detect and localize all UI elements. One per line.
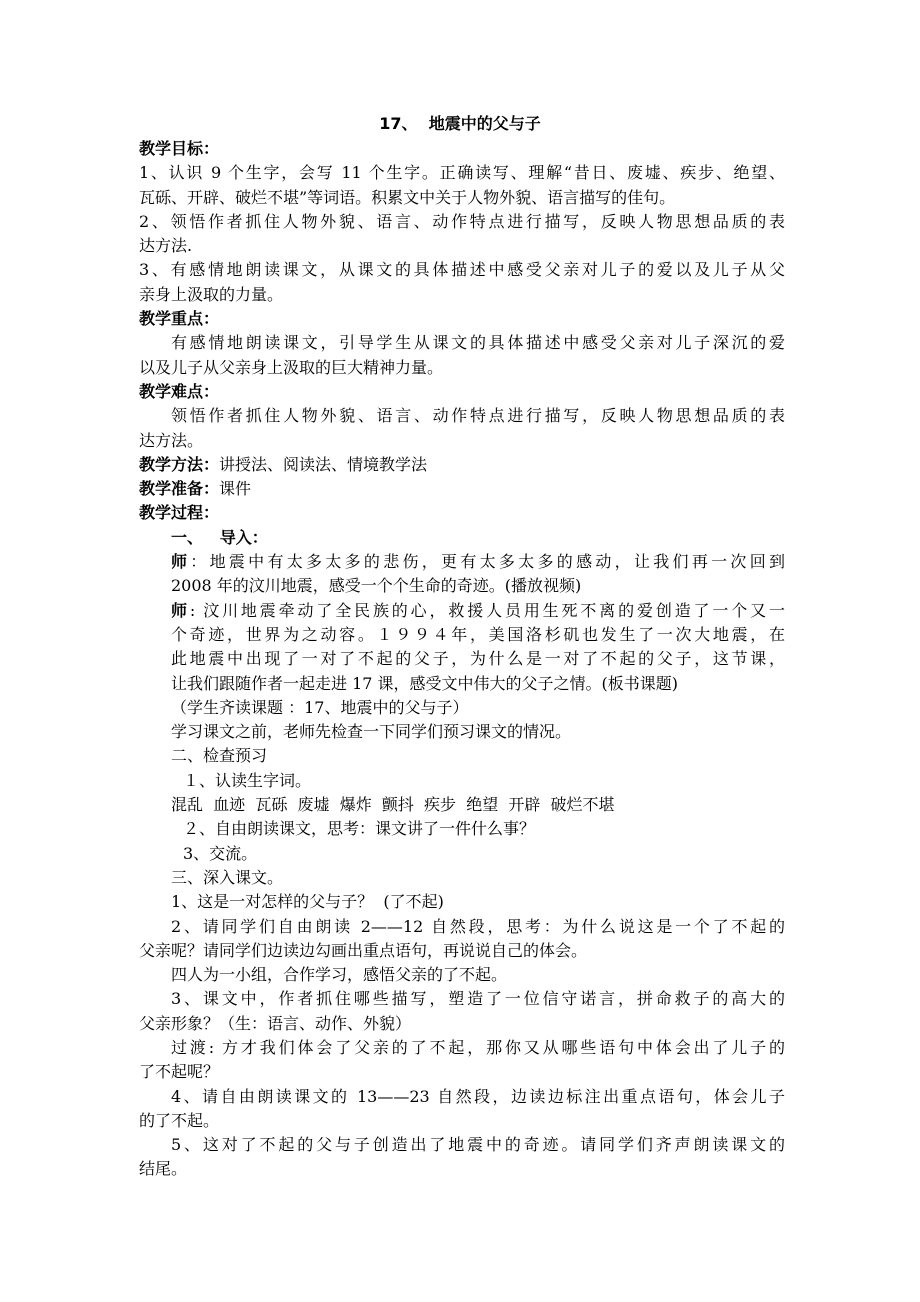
goals-line: 亲身上汲取的力量。	[139, 284, 284, 304]
question-line: 父亲呢？请同学们边读边勾画出重点语句，再说说自己的体会。	[139, 940, 588, 960]
page-title: 17、 地震中的父与子	[379, 114, 541, 133]
teacher-paragraph-line: 师: 汶川地震牵动了全民族的心，救援人员用生死不离的爱创造了一个又一	[171, 600, 785, 620]
question-line: 3、课文中，作者抓住哪些描写，塑造了一位信守诺言，拼命救子的高大的	[171, 989, 785, 1009]
goals-line: 2、领悟作者抓住人物外貌、语言、动作特点进行描写，反映人物思想品质的表	[139, 211, 785, 231]
key-points-heading: 教学重点：	[139, 309, 220, 329]
transition-line: 过渡: 方才我们体会了父亲的了不起，那你又从哪些语句中体会出了儿子的	[171, 1037, 785, 1057]
methods-value: 讲授法、阅读法、情境教学法	[219, 454, 428, 474]
teacher-paragraph-line: 2008 年的汶川地震，感受一个个生命的奇迹。(播放视频)	[171, 576, 582, 596]
goals-line: 瓦砾、开辟、破烂不堪”等词语。积累文中关于人物外貌、语言描写的佳句。	[139, 187, 676, 207]
methods-heading: 教学方法：	[139, 454, 220, 474]
question-line: 5、这对了不起的父与子创造出了地震中的奇迹。请同学们齐声朗读课文的	[171, 1135, 785, 1155]
goals-line: 1、认识 9 个生字，会写 11 个生字。正确读写、理解“昔日、废墟、疾步、绝望、	[139, 163, 785, 183]
goals-line: 达方法.	[139, 236, 193, 256]
teacher-paragraph-line: 个奇迹，世界为之动容。１９９４年，美国洛杉矶也发生了一次大地震，在	[171, 624, 785, 644]
preparation-row	[139, 477, 785, 501]
difficulties-line: 达方法。	[139, 430, 204, 450]
students-read-line: （学生齐读课题 ：17、地震中的父与子）	[171, 697, 469, 717]
question-line: 的了不起。	[139, 1110, 220, 1130]
document-body	[139, 137, 785, 1182]
preview-intro-line: 学习课文之前，老师先检查一下同学们预习课文的情况。	[171, 722, 572, 742]
methods-row	[139, 453, 785, 477]
goals-line: 3、有感情地朗读课文，从课文的具体描述中感受父亲对儿子的爱以及儿子从父	[139, 260, 785, 280]
goals-heading: 教学目标：	[139, 139, 220, 158]
teacher-paragraph-line: 此地震中出现了一对了不起的父子，为什么是一对了不起的父子，这节课，	[171, 649, 785, 669]
teacher-label: 师	[171, 552, 191, 572]
vocabulary-words: 混乱 血迹 瓦砾 废墟 爆炸 颤抖 疾步 绝望 开辟 破烂不堪	[171, 795, 615, 815]
preview-item: 3、交流。	[183, 843, 258, 863]
section-intro-heading: 一、 导入：	[171, 527, 268, 547]
preview-item: ２、自由朗读课文，思考：课文讲了一件什么事？	[183, 819, 536, 839]
section-preview-heading: 二、检查预习	[171, 746, 268, 766]
preparation-heading: 教学准备：	[139, 479, 220, 499]
group-line: 四人为一小组，合作学习，感悟父亲的了不起。	[171, 965, 508, 985]
key-points-line: 以及儿子从父亲身上汲取的巨大精神力量。	[139, 357, 444, 377]
question-line: 父亲形象？（生：语言、动作、外貌）	[139, 1013, 412, 1033]
question-line: 4、请自由朗读课文的 13——23 自然段，边读边标注出重点语句，体会儿子	[171, 1086, 785, 1106]
teacher-paragraph-line: 师：地震中有太多太多的悲伤，更有太多太多的感动，让我们再一次回到	[171, 552, 785, 572]
preview-item: １、认读生字词。	[183, 770, 312, 790]
preparation-value: 课件	[219, 479, 252, 499]
teacher-paragraph-line: 让我们跟随作者一起走进 17 课，感受文中伟大的父子之情。(板书课题)	[171, 673, 679, 693]
process-heading: 教学过程：	[139, 503, 220, 523]
difficulties-heading: 教学难点：	[139, 381, 220, 401]
key-points-line: 有感情地朗读课文，引导学生从课文的具体描述中感受父亲对儿子深沉的爱	[171, 333, 785, 353]
question-line: 1、这是一对怎样的父与子？ (了不起)	[171, 892, 444, 912]
question-line: 结尾。	[139, 1159, 188, 1179]
teacher-label: 师	[171, 600, 190, 620]
transition-line: 了不起呢？	[139, 1062, 220, 1082]
question-line: 2、请同学们自由朗读 2——12 自然段，思考：为什么说这是一个了不起的	[171, 916, 785, 936]
difficulties-line: 领悟作者抓住人物外貌、语言、动作特点进行描写，反映人物思想品质的表	[171, 406, 785, 426]
section-deep-heading: 三、深入课文。	[171, 867, 284, 887]
